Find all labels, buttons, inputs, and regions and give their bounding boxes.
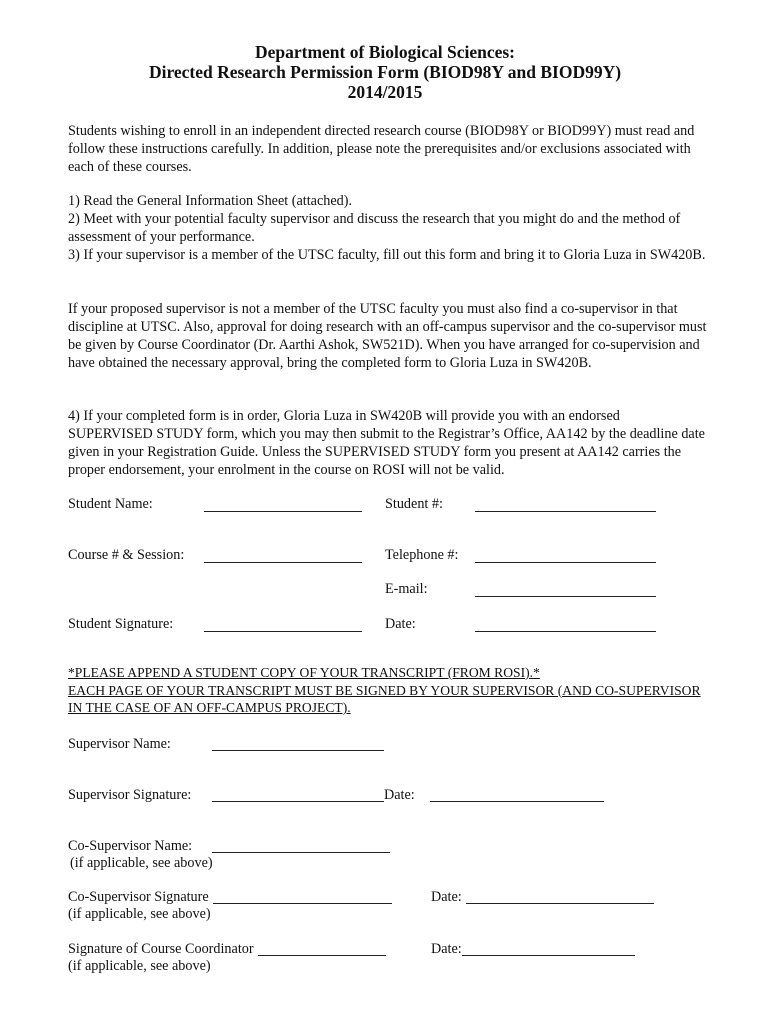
co-supervisor-signature-note: (if applicable, see above): [68, 906, 211, 922]
transcript-notice-line-1: *PLEASE APPEND A STUDENT COPY OF YOUR TRANSCRIPT (FROM ROSI).*: [68, 665, 540, 680]
department-title: Department of Biological Sciences:: [254, 42, 515, 62]
academic-year: 2014/2015: [347, 82, 423, 102]
supervisor-date-field[interactable]: [430, 801, 604, 802]
off-campus-paragraph: If your proposed supervisor is not a member of the UTSC faculty you must also find a co-supervisor in that discipline at UTSC. Also, approval for doing research with an off-campus supervisor and the co-supervisor must be given by Course Coordinator (Dr. Aarthi Ashok, SW521D). When you have arranged for co-supervision and have obtained the necessary approval, bring the completed form to Gloria Luza in SW420B.: [68, 301, 707, 371]
transcript-notice-line-2: EACH PAGE OF YOUR TRANSCRIPT MUST BE SIGNED BY YOUR SUPERVISOR (AND CO-SUPERVISOR IN THE CASE OF AN OFF-CAMPUS PROJECT).: [68, 682, 701, 715]
transcript-notice: [68, 664, 708, 717]
step-4-paragraph: 4) If your completed form is in order, Gloria Luza in SW420B will provide you with an endorsed SUPERVISED STUDY form, which you may then submit to the Registrar’s Office, AA142 by the deadline date given in your Registration Guide. Unless the SUPERVISED STUDY form you present at AA142 carries the proper endorsement, your enrolment in the course on ROSI will not be valid.: [68, 408, 705, 478]
intro-paragraph: Students wishing to enroll in an independent directed research course (BIOD98Y or BIOD99Y) must read and follow these instructions carefully. In addition, please note the prerequisites and/or exclusions associated with each of these courses.: [68, 123, 695, 175]
co-supervisor-name-label: Co-Supervisor Name:: [68, 838, 193, 854]
step-1: 1) Read the General Information Sheet (attached).: [68, 193, 353, 209]
coordinator-signature-label: Signature of Course Coordinator: [68, 941, 254, 957]
supervisor-name-label: Supervisor Name:: [68, 736, 171, 752]
student-signature-label: Student Signature:: [68, 616, 174, 632]
co-supervisor-signature-field[interactable]: [213, 903, 392, 904]
telephone-field[interactable]: [475, 562, 656, 563]
co-supervisor-signature-label: Co-Supervisor Signature: [68, 889, 209, 905]
step-3: 3) If your supervisor is a member of the UTSC faculty, fill out this form and bring it to Gloria Luza in SW420B.: [68, 247, 706, 263]
course-session-field[interactable]: [204, 562, 362, 563]
coordinator-signature-field[interactable]: [258, 955, 386, 956]
co-supervisor-date-field[interactable]: [466, 903, 654, 904]
student-name-label: Student Name:: [68, 496, 153, 512]
student-date-label: Date:: [385, 616, 416, 632]
student-name-field[interactable]: [204, 511, 362, 512]
form-header: [0, 42, 770, 102]
student-signature-field[interactable]: [204, 631, 362, 632]
co-supervisor-name-note: (if applicable, see above): [70, 855, 213, 871]
email-field[interactable]: [475, 596, 656, 597]
student-date-field[interactable]: [475, 631, 656, 632]
telephone-label: Telephone #:: [385, 547, 459, 563]
email-label: E-mail:: [385, 581, 428, 597]
co-supervisor-date-label: Date:: [431, 889, 462, 905]
coordinator-date-label: Date:: [431, 941, 462, 957]
form-title: Directed Research Permission Form (BIOD98Y and BIOD99Y): [148, 62, 622, 82]
supervisor-name-field[interactable]: [212, 750, 384, 751]
course-session-label: Course # & Session:: [68, 547, 185, 563]
co-supervisor-name-field[interactable]: [212, 852, 390, 853]
supervisor-signature-field[interactable]: [212, 801, 384, 802]
coordinator-signature-note: (if applicable, see above): [68, 958, 211, 974]
supervisor-date-label: Date:: [384, 787, 415, 803]
steps-list: [68, 192, 708, 264]
student-number-label: Student #:: [385, 496, 443, 512]
supervisor-signature-label: Supervisor Signature:: [68, 787, 192, 803]
student-number-field[interactable]: [475, 511, 656, 512]
coordinator-date-field[interactable]: [462, 955, 635, 956]
step-2: 2) Meet with your potential faculty supervisor and discuss the research that you might do and the method of assessment of your performance.: [68, 211, 681, 245]
